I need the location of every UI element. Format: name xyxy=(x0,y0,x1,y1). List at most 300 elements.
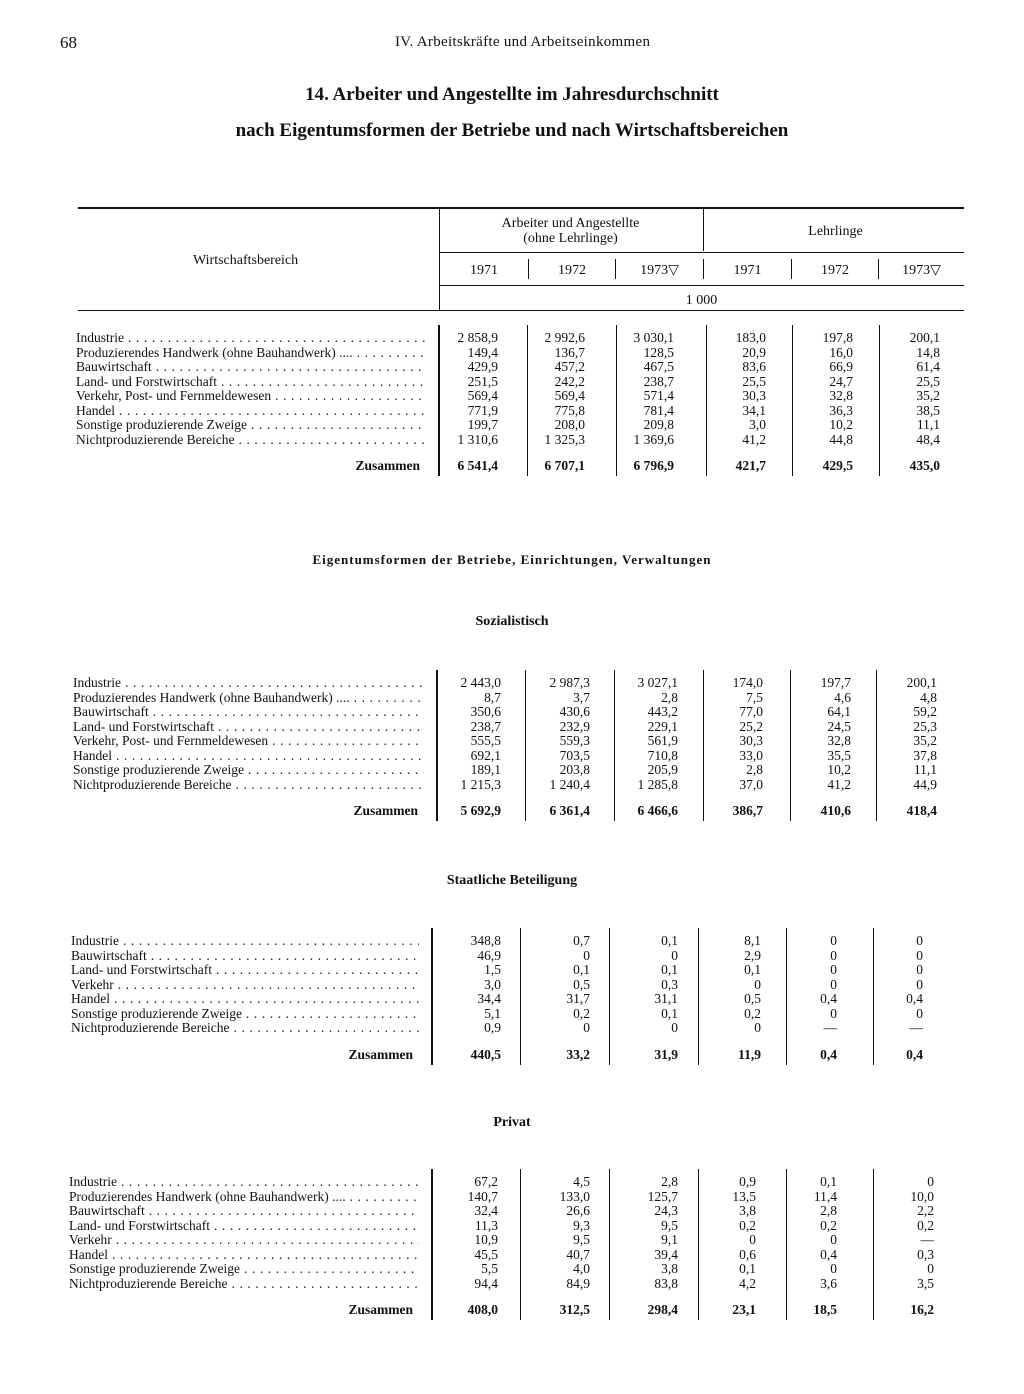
cell-value: 0,2 xyxy=(573,1005,590,1021)
cell-value: 8,1 xyxy=(744,933,761,948)
table-row xyxy=(0,1190,1024,1205)
row-label: Nichtproduzierende Bereiche . . . xyxy=(69,1277,419,1292)
cell-value: 2 992,6 xyxy=(544,330,585,345)
table-row xyxy=(0,934,1024,949)
cell-value: 2 443,0 xyxy=(460,675,501,690)
cell-value: 37,0 xyxy=(739,776,763,792)
cell-value: 208,0 xyxy=(554,417,585,432)
cell-value: 67,2 xyxy=(474,1174,498,1189)
cell-value: 457,2 xyxy=(554,359,585,374)
column-separator xyxy=(438,325,440,476)
row-label: Verkehr, Post- und Fernmeldewesen . . . xyxy=(76,389,426,404)
cell-value: 10,9 xyxy=(474,1232,498,1247)
cell-value: 0,6 xyxy=(739,1246,756,1262)
cell-value: 3,8 xyxy=(739,1203,756,1218)
column-separator xyxy=(703,670,704,821)
table-row xyxy=(0,778,1024,793)
total-value: 418,4 xyxy=(906,803,937,818)
table-section xyxy=(0,331,1024,478)
column-separator xyxy=(436,670,438,821)
total-value: 410,6 xyxy=(820,803,851,818)
cell-value: 229,1 xyxy=(647,718,678,734)
row-label: Bauwirtschaft . . . xyxy=(73,705,424,720)
row-label: Nichtproduzierende Bereiche . . . xyxy=(76,433,426,448)
total-row xyxy=(0,458,1024,478)
cell-value: 9,5 xyxy=(661,1217,678,1233)
cell-value: 45,5 xyxy=(474,1246,498,1262)
column-separator xyxy=(525,670,526,821)
table-row xyxy=(0,1233,1024,1248)
total-value: 298,4 xyxy=(647,1302,678,1317)
cell-value: 0,1 xyxy=(661,1005,678,1021)
cell-value: 9,1 xyxy=(661,1232,678,1247)
cell-value: 0,2 xyxy=(820,1217,837,1233)
cell-value: 35,2 xyxy=(916,388,940,403)
cell-value: 5,5 xyxy=(481,1261,498,1276)
total-value: 5 692,9 xyxy=(460,803,501,818)
cell-value: 559,3 xyxy=(559,733,590,748)
table-row xyxy=(0,691,1024,706)
cell-value: 174,0 xyxy=(732,675,763,690)
column-separator xyxy=(609,1169,610,1320)
cell-value: 205,9 xyxy=(647,762,678,777)
table-row xyxy=(0,734,1024,749)
cell-value: 0 xyxy=(754,1020,761,1035)
year-row-rule xyxy=(439,252,964,253)
cell-value: 2,9 xyxy=(744,947,761,963)
cell-value: 140,7 xyxy=(467,1188,498,1204)
cell-value: 34,4 xyxy=(477,991,501,1006)
cell-value: — xyxy=(823,1020,837,1035)
table-header xyxy=(78,207,964,311)
header-top-rule xyxy=(78,207,964,209)
cell-value: 1,5 xyxy=(484,962,501,977)
cell-value: 197,7 xyxy=(820,675,851,690)
group2-header: Lehrlinge xyxy=(808,224,863,239)
cell-value: 203,8 xyxy=(559,762,590,777)
table-section xyxy=(0,676,1024,823)
year-header: 1973▽ xyxy=(640,263,679,278)
cell-value: 0,2 xyxy=(917,1217,934,1233)
row-label: Verkehr, Post- und Fernmeldewesen . . . xyxy=(73,734,424,749)
table-row xyxy=(0,404,1024,419)
table-row xyxy=(0,389,1024,404)
cell-value: 0,1 xyxy=(573,962,590,977)
cell-value: 561,9 xyxy=(647,733,678,748)
table-row xyxy=(0,360,1024,375)
cell-value: 38,5 xyxy=(916,402,940,418)
cell-value: 2,8 xyxy=(661,1174,678,1189)
cell-value: 32,8 xyxy=(827,733,851,748)
cell-value: 0,9 xyxy=(484,1020,501,1035)
cell-value: 9,3 xyxy=(573,1217,590,1233)
cell-value: 33,0 xyxy=(739,747,763,763)
ownership-forms-heading: Eigentumsformen der Betriebe, Einrichtungen, Verwaltungen xyxy=(312,552,712,567)
cell-value: 3,8 xyxy=(661,1261,678,1276)
cell-value: 77,0 xyxy=(739,704,763,719)
cell-value: 703,5 xyxy=(559,747,590,763)
cell-value: 9,5 xyxy=(573,1232,590,1247)
cell-value: 771,9 xyxy=(467,402,498,418)
cell-value: 44,8 xyxy=(829,431,853,447)
cell-value: 0 xyxy=(671,947,678,963)
cell-value: 30,3 xyxy=(739,733,763,748)
column-separator xyxy=(616,325,617,476)
row-label: Handel . . . xyxy=(73,749,424,764)
total-value: 6 361,4 xyxy=(549,803,590,818)
cell-value: 555,5 xyxy=(470,733,501,748)
row-label: Sonstige produzierende Zweige . . . xyxy=(73,763,424,778)
cell-value: 0 xyxy=(927,1261,934,1276)
table-row xyxy=(0,763,1024,778)
row-label: Land- und Forstwirtschaft . . . xyxy=(73,720,424,735)
total-value: 0,4 xyxy=(820,1046,837,1062)
cell-value: 0 xyxy=(916,933,923,948)
cell-value: 4,5 xyxy=(573,1174,590,1189)
cell-value: 2,8 xyxy=(661,689,678,705)
cell-value: 35,2 xyxy=(913,733,937,748)
cell-value: 200,1 xyxy=(906,675,937,690)
row-label: Handel . . . xyxy=(69,1248,419,1263)
total-value: 18,5 xyxy=(813,1302,837,1317)
cell-value: 39,4 xyxy=(654,1246,678,1262)
cell-value: 571,4 xyxy=(643,388,674,403)
cell-value: 209,8 xyxy=(643,417,674,432)
total-value: 0,4 xyxy=(906,1046,923,1062)
cell-value: 0 xyxy=(916,1005,923,1021)
cell-value: 2,8 xyxy=(820,1203,837,1218)
cell-value: 0,4 xyxy=(820,1246,837,1262)
table-row xyxy=(0,676,1024,691)
cell-value: 199,7 xyxy=(467,417,498,432)
header-bottom-rule xyxy=(78,310,964,311)
cell-value: 232,9 xyxy=(559,718,590,734)
stub-header: Wirtschaftsbereich xyxy=(193,253,299,268)
column-separator xyxy=(609,928,610,1065)
cell-value: 5,1 xyxy=(484,1005,501,1021)
cell-value: 2,2 xyxy=(917,1203,934,1218)
table-row xyxy=(0,331,1024,346)
total-label: Zusammen xyxy=(348,1302,413,1317)
total-row xyxy=(0,803,1024,823)
year-header: 1972 xyxy=(558,263,586,278)
cell-value: 10,2 xyxy=(829,417,853,432)
cell-value: 48,4 xyxy=(916,431,940,447)
column-separator xyxy=(706,325,707,476)
cell-value: 0 xyxy=(749,1232,756,1247)
cell-value: 41,2 xyxy=(827,776,851,792)
cell-value: 11,1 xyxy=(916,417,940,432)
section-heading: Staatliche Beteiligung xyxy=(446,873,578,888)
table-row xyxy=(0,1277,1024,1292)
unit-row-rule xyxy=(439,285,964,286)
group1-header-line1: Arbeiter und Angestellte xyxy=(501,216,640,231)
table-row xyxy=(0,1007,1024,1022)
cell-value: 1 325,3 xyxy=(544,431,585,447)
cell-value: 35,5 xyxy=(827,747,851,763)
table-row xyxy=(0,1219,1024,1234)
cell-value: 10,2 xyxy=(827,762,851,777)
cell-value: 2 987,3 xyxy=(549,675,590,690)
table-row xyxy=(0,992,1024,1007)
total-value: 31,9 xyxy=(654,1046,678,1062)
cell-value: 1 369,6 xyxy=(633,431,674,447)
page-number: 68 xyxy=(60,33,77,52)
cell-value: 3,7 xyxy=(573,689,590,705)
cell-value: 0 xyxy=(916,947,923,963)
row-label: Handel . . . xyxy=(71,992,419,1007)
cell-value: 0 xyxy=(830,976,837,992)
cell-value: 83,8 xyxy=(654,1275,678,1291)
total-value: 408,0 xyxy=(467,1302,498,1317)
cell-value: 25,5 xyxy=(742,373,766,389)
column-separator xyxy=(876,670,877,821)
cell-value: 0 xyxy=(830,947,837,963)
table-row xyxy=(0,963,1024,978)
column-separator xyxy=(698,1169,699,1320)
cell-value: 84,9 xyxy=(566,1275,590,1291)
total-value: 11,9 xyxy=(738,1046,761,1062)
table-row xyxy=(0,1204,1024,1219)
cell-value: 429,9 xyxy=(467,359,498,374)
table-subtitle: nach Eigentumsformen der Betriebe und nach Wirtschaftsbereichen xyxy=(235,120,789,141)
total-value: 6 466,6 xyxy=(637,803,678,818)
cell-value: 32,4 xyxy=(474,1203,498,1218)
total-value: 440,5 xyxy=(470,1046,501,1062)
table-row xyxy=(0,1248,1024,1263)
cell-value: 37,8 xyxy=(913,747,937,763)
row-label: Bauwirtschaft . . . xyxy=(71,949,419,964)
section-heading: Privat xyxy=(493,1115,531,1130)
cell-value: 4,8 xyxy=(920,689,937,705)
table-row xyxy=(0,433,1024,448)
cell-value: 1 285,8 xyxy=(637,776,678,792)
cell-value: 710,8 xyxy=(647,747,678,763)
cell-value: 1 215,3 xyxy=(460,776,501,792)
cell-value: 24,5 xyxy=(827,718,851,734)
cell-value: 0 xyxy=(830,1232,837,1247)
column-separator xyxy=(786,928,787,1065)
cell-value: 0,1 xyxy=(820,1174,837,1189)
cell-value: 0 xyxy=(671,1020,678,1035)
cell-value: 1 240,4 xyxy=(549,776,590,792)
cell-value: 0,1 xyxy=(661,962,678,977)
cell-value: 0,1 xyxy=(744,962,761,977)
total-value: 6 796,9 xyxy=(633,458,674,473)
table-row xyxy=(0,418,1024,433)
row-label: Industrie . . . xyxy=(71,934,419,949)
cell-value: 251,5 xyxy=(467,373,498,389)
cell-value: 59,2 xyxy=(913,704,937,719)
row-label: Sonstige produzierende Zweige . . . xyxy=(69,1262,419,1277)
total-label: Zusammen xyxy=(353,803,418,818)
year-header: 1971 xyxy=(733,263,762,278)
column-separator xyxy=(792,325,793,476)
cell-value: 0 xyxy=(583,947,590,963)
cell-value: 30,3 xyxy=(742,388,766,403)
cell-value: 350,6 xyxy=(470,704,501,719)
cell-value: 25,5 xyxy=(916,373,940,389)
cell-value: 0,2 xyxy=(739,1217,756,1233)
cell-value: 569,4 xyxy=(467,388,498,403)
cell-value: 25,2 xyxy=(739,718,763,734)
total-value: 435,0 xyxy=(909,458,940,473)
cell-value: 2,8 xyxy=(746,762,763,777)
total-value: 33,2 xyxy=(566,1046,590,1062)
cell-value: 3,5 xyxy=(917,1275,934,1291)
total-row xyxy=(0,1047,1024,1067)
column-separator xyxy=(431,928,433,1065)
cell-value: 41,2 xyxy=(742,431,766,447)
column-separator xyxy=(431,1169,433,1320)
cell-value: 0,3 xyxy=(917,1246,934,1262)
cell-value: 0,1 xyxy=(739,1261,756,1276)
row-label: Verkehr . . . xyxy=(71,978,419,993)
column-separator xyxy=(520,1169,521,1320)
cell-value: 2 858,9 xyxy=(457,330,498,345)
cell-value: 14,8 xyxy=(916,344,940,360)
cell-value: 32,8 xyxy=(829,388,853,403)
table-row xyxy=(0,346,1024,361)
group-divider xyxy=(703,207,704,251)
table-section xyxy=(0,934,1024,1067)
row-label: Bauwirtschaft . . . xyxy=(69,1204,419,1219)
cell-value: 11,4 xyxy=(813,1188,837,1204)
cell-value: 189,1 xyxy=(470,762,501,777)
row-label: Sonstige produzierende Zweige . . . xyxy=(76,418,426,433)
column-separator xyxy=(879,325,880,476)
cell-value: 238,7 xyxy=(470,718,501,734)
cell-value: 10,0 xyxy=(910,1188,934,1204)
total-value: 421,7 xyxy=(735,458,766,473)
running-head: IV. Arbeitskräfte und Arbeitseinkommen xyxy=(395,34,651,50)
cell-value: 16,0 xyxy=(829,344,853,360)
year-header: 1971 xyxy=(470,263,498,278)
cell-value: 0 xyxy=(916,976,923,992)
total-value: 6 707,1 xyxy=(544,458,585,473)
cell-value: 4,0 xyxy=(573,1261,590,1276)
cell-value: 24,7 xyxy=(829,373,853,389)
cell-value: 24,3 xyxy=(654,1203,678,1218)
total-label: Zusammen xyxy=(348,1046,413,1062)
cell-value: 64,1 xyxy=(827,704,851,719)
cell-value: 36,3 xyxy=(829,402,853,418)
cell-value: 149,4 xyxy=(467,344,498,360)
cell-value: 31,1 xyxy=(654,991,678,1006)
total-value: 6 541,4 xyxy=(457,458,498,473)
column-separator xyxy=(698,928,699,1065)
cell-value: 0,7 xyxy=(573,933,590,948)
table-row xyxy=(0,1021,1024,1036)
cell-value: 34,1 xyxy=(742,402,766,418)
cell-value: 692,1 xyxy=(470,747,501,763)
cell-value: 8,7 xyxy=(484,689,501,705)
cell-value: 13,5 xyxy=(732,1188,756,1204)
cell-value: 3 030,1 xyxy=(633,330,674,345)
column-separator xyxy=(527,325,528,476)
cell-value: 125,7 xyxy=(647,1188,678,1204)
cell-value: 443,2 xyxy=(647,704,678,719)
cell-value: 0 xyxy=(830,962,837,977)
cell-value: 83,6 xyxy=(742,359,766,374)
column-separator xyxy=(790,670,791,821)
cell-value: 467,5 xyxy=(643,359,674,374)
table-title: 14. Arbeiter und Angestellte im Jahresdurchschnitt xyxy=(305,84,719,105)
cell-value: 0,9 xyxy=(739,1174,756,1189)
column-separator xyxy=(614,670,615,821)
column-separator xyxy=(873,928,874,1065)
column-separator xyxy=(873,1169,874,1320)
cell-value: 0 xyxy=(916,962,923,977)
cell-value: 569,4 xyxy=(554,388,585,403)
cell-value: 3,0 xyxy=(484,976,501,992)
cell-value: 0,1 xyxy=(661,933,678,948)
cell-value: 775,8 xyxy=(554,402,585,418)
table-row xyxy=(0,949,1024,964)
cell-value: 46,9 xyxy=(477,947,501,963)
table-row xyxy=(0,1262,1024,1277)
row-label: Land- und Forstwirtschaft . . . xyxy=(69,1219,419,1234)
cell-value: 4,6 xyxy=(834,689,851,705)
cell-value: 0 xyxy=(754,976,761,992)
total-row xyxy=(0,1302,1024,1322)
cell-value: 3,0 xyxy=(749,417,766,432)
row-label: Produzierendes Handwerk (ohne Bauhandwerk) .... . . . xyxy=(76,346,426,361)
row-label: Produzierendes Handwerk (ohne Bauhandwerk) .... . . . xyxy=(69,1190,419,1205)
cell-value: 94,4 xyxy=(474,1275,498,1291)
cell-value: 44,9 xyxy=(913,776,937,792)
row-label: Verkehr . . . xyxy=(69,1233,419,1248)
cell-value: 40,7 xyxy=(566,1246,590,1262)
cell-value: 7,5 xyxy=(746,689,763,705)
cell-value: 200,1 xyxy=(909,330,940,345)
cell-value: 0,5 xyxy=(573,976,590,992)
cell-value: 0 xyxy=(830,1005,837,1021)
cell-value: 3,6 xyxy=(820,1275,837,1291)
row-label: Land- und Forstwirtschaft . . . xyxy=(71,963,419,978)
cell-value: 0,3 xyxy=(661,976,678,992)
row-label: Land- und Forstwirtschaft . . . xyxy=(76,375,426,390)
cell-value: 31,7 xyxy=(566,991,590,1006)
row-label: Industrie . . . xyxy=(69,1175,419,1190)
cell-value: 348,8 xyxy=(470,933,501,948)
cell-value: 61,4 xyxy=(916,359,940,374)
year-header: 1973▽ xyxy=(902,263,941,278)
cell-value: 66,9 xyxy=(829,359,853,374)
group1-header-line2: (ohne Lehrlinge) xyxy=(523,231,618,246)
cell-value: 1 310,6 xyxy=(457,431,498,447)
cell-value: 25,3 xyxy=(913,718,937,734)
total-value: 386,7 xyxy=(732,803,763,818)
table-row xyxy=(0,749,1024,764)
cell-value: 0,4 xyxy=(820,991,837,1006)
row-label: Industrie . . . xyxy=(73,676,424,691)
cell-value: 0,2 xyxy=(744,1005,761,1021)
cell-value: 0,5 xyxy=(744,991,761,1006)
table-row xyxy=(0,375,1024,390)
table-row xyxy=(0,978,1024,993)
cell-value: 238,7 xyxy=(643,373,674,389)
table-row xyxy=(0,720,1024,735)
total-label: Zusammen xyxy=(355,458,420,473)
cell-value: 0 xyxy=(830,1261,837,1276)
row-label: Bauwirtschaft . . . xyxy=(76,360,426,375)
cell-value: 242,2 xyxy=(554,373,585,389)
cell-value: — xyxy=(909,1020,923,1035)
cell-value: 0 xyxy=(583,1020,590,1035)
cell-value: 20,9 xyxy=(742,344,766,360)
cell-value: 128,5 xyxy=(643,344,674,360)
